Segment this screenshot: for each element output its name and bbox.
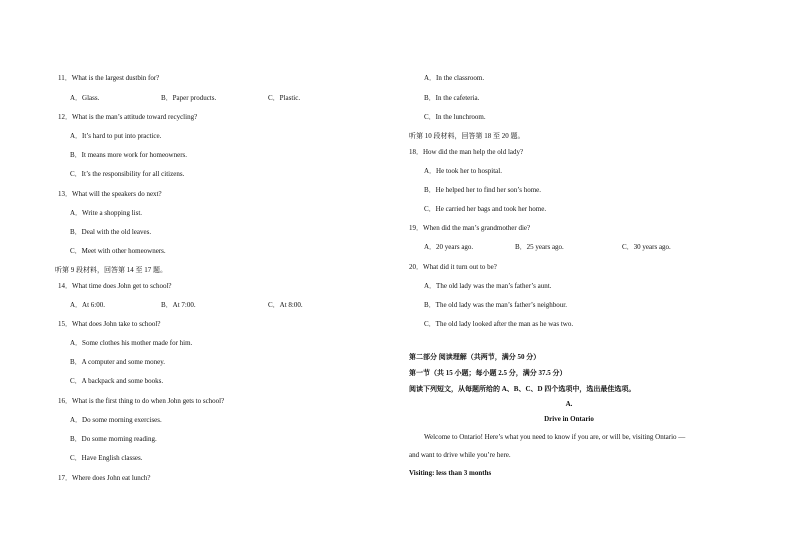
passage-title: Drive in Ontario xyxy=(544,415,594,423)
q12-option-a: A．It’s hard to put into practice. xyxy=(70,132,162,140)
q15-option-a: A．Some clothes his mother made for him. xyxy=(70,339,193,347)
passage-paragraph-line-2: and want to drive while you’re here. xyxy=(409,451,511,459)
q14-option-a: A．At 6:00. xyxy=(70,301,105,309)
passage-subheading: Visiting: less than 3 months xyxy=(409,469,492,477)
q11-stem: 11．What is the largest dustbin for? xyxy=(58,74,160,82)
q19-stem: 19．When did the man’s grandmother die? xyxy=(409,224,531,232)
q20-option-b: B．The old lady was the man’s father’s neighbour. xyxy=(424,301,567,309)
q18-stem: 18．How did the man help the old lady? xyxy=(409,148,524,156)
q12-option-c: C．It’s the responsibility for all citizens. xyxy=(70,170,185,178)
q15-option-c: C．A backpack and some books. xyxy=(70,377,164,385)
q13-option-a: A．Write a shopping list. xyxy=(70,209,143,217)
q11-option-b: B．Paper products. xyxy=(161,94,217,102)
q20-option-a: A．The old lady was the man’s father’s aunt. xyxy=(424,282,552,290)
q19-option-b: B．25 years ago. xyxy=(515,243,564,251)
q13-option-b: B．Deal with the old leaves. xyxy=(70,228,152,236)
q13-option-c: C．Meet with other homeowners. xyxy=(70,247,166,255)
q17-stem: 17．Where does John eat lunch? xyxy=(58,474,151,482)
section9-instruction: 听第 9 段材料，回答第 14 至 17 题。 xyxy=(55,266,167,274)
part2-heading: 第二部分 阅读理解（共两节，满分 50 分） xyxy=(409,353,541,361)
q16-option-c: C．Have English classes. xyxy=(70,454,143,462)
q17-option-b: B．In the cafeteria. xyxy=(424,94,480,102)
q12-stem: 12．What is the man’s attitude toward recycling? xyxy=(58,113,198,121)
q17-option-a: A．In the classroom. xyxy=(424,74,485,82)
q12-option-b: B．It means more work for homeowners. xyxy=(70,151,188,159)
q15-stem: 15．What does John take to school? xyxy=(58,320,161,328)
q18-option-b: B．He helped her to find her son’s home. xyxy=(424,186,542,194)
q18-option-a: A．He took her to hospital. xyxy=(424,167,502,175)
q14-option-c: C．At 8:00. xyxy=(268,301,303,309)
q16-stem: 16．What is the first thing to do when John gets to school? xyxy=(58,397,225,405)
q20-stem: 20．What did it turn out to be? xyxy=(409,263,497,271)
q17-option-c: C．In the lunchroom. xyxy=(424,113,486,121)
part2-section1-heading: 第一节（共 15 小题；每小题 2.5 分，满分 37.5 分） xyxy=(409,369,567,377)
q15-option-b: B．A computer and some money. xyxy=(70,358,166,366)
q19-option-a: A．20 years ago. xyxy=(424,243,474,251)
q11-option-a: A．Glass. xyxy=(70,94,100,102)
q14-stem: 14．What time does John get to school? xyxy=(58,282,172,290)
part2-instruction: 阅读下列短文，从每题所给的 A、B、C、D 四个选项中，选出最佳选项。 xyxy=(409,385,636,393)
q20-option-c: C．The old lady looked after the man as he was two. xyxy=(424,320,574,328)
q19-option-c: C．30 years ago. xyxy=(622,243,671,251)
passage-letter: A. xyxy=(565,400,573,408)
q16-option-b: B．Do some morning reading. xyxy=(70,435,157,443)
q16-option-a: A．Do some morning exercises. xyxy=(70,416,162,424)
q13-stem: 13．What will the speakers do next? xyxy=(58,190,162,198)
q14-option-b: B．At 7:00. xyxy=(161,301,196,309)
q11-option-c: C．Plastic. xyxy=(268,94,301,102)
passage-paragraph-line-1: Welcome to Ontario! Here’s what you need to know if you are, or will be, visiting Ontario — xyxy=(424,433,686,441)
section10-instruction: 听第 10 段材料，回答第 18 至 20 题。 xyxy=(409,132,525,140)
q18-option-c: C．He carried her bags and took her home. xyxy=(424,205,547,213)
